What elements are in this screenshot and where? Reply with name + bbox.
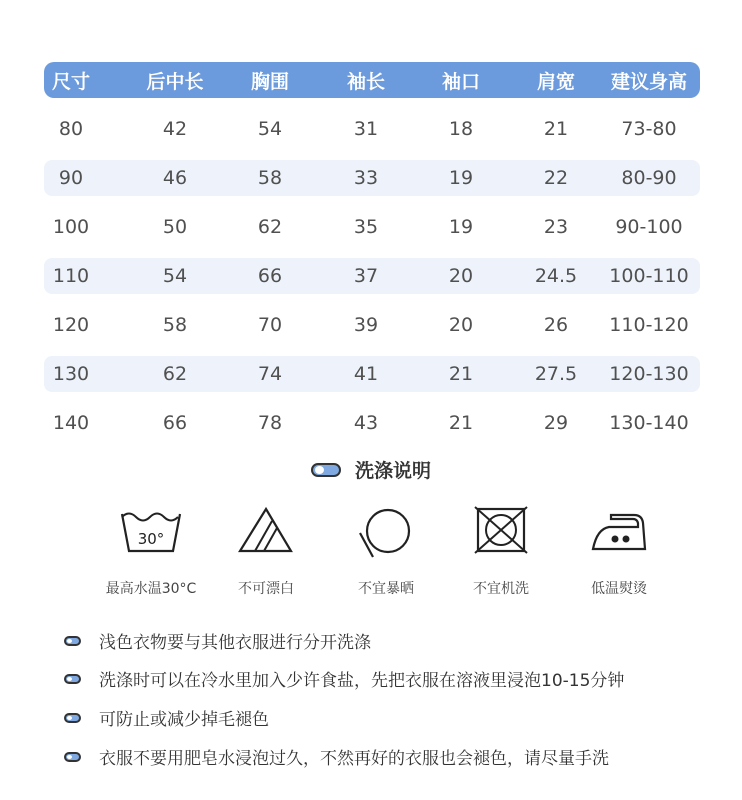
table-row: [44, 258, 700, 294]
pill-bullet-icon: [64, 713, 81, 723]
cell-size: 90: [58, 167, 84, 189]
cell-shoulder: 23: [543, 216, 569, 238]
cell-chest: 66: [257, 265, 283, 287]
header-size: 尺寸: [51, 70, 91, 93]
cell-sleeve-length: 37: [353, 265, 379, 287]
cell-shoulder: 22: [543, 167, 569, 189]
note-text: 可防止或减少掉毛褪色: [99, 710, 269, 730]
cell-cuff: 21: [448, 363, 474, 385]
cell-back-length: 46: [162, 167, 188, 189]
cell-height: 110-120: [609, 314, 689, 336]
pill-bullet-icon: [64, 752, 81, 762]
wash-title: [0, 456, 742, 483]
cell-height: 130-140: [609, 412, 689, 434]
cell-chest: 78: [257, 412, 283, 434]
cell-height: 73-80: [621, 118, 677, 140]
size-table-header: [44, 62, 700, 98]
cell-cuff: 20: [448, 265, 474, 287]
cell-back-length: 58: [162, 314, 188, 336]
cell-sleeve-length: 43: [353, 412, 379, 434]
cell-sleeve-length: 31: [353, 118, 379, 140]
table-row: [44, 307, 700, 343]
cell-cuff: 20: [448, 314, 474, 336]
care-item-wash30: [91, 505, 211, 598]
note-item: [64, 666, 624, 691]
cell-size: 80: [58, 118, 84, 140]
cell-size: 100: [52, 216, 90, 238]
care-label: 不可漂白: [238, 581, 294, 597]
cell-size: 130: [52, 363, 90, 385]
note-text: 洗涤时可以在冷水里加入少许食盐，先把衣服在溶液里浸泡10-15分钟: [99, 671, 625, 691]
cell-sleeve-length: 41: [353, 363, 379, 385]
header-shoulder: 肩宽: [536, 70, 576, 93]
cell-cuff: 21: [448, 412, 474, 434]
cell-size: 120: [52, 314, 90, 336]
note-item: [64, 705, 269, 730]
table-row: [44, 209, 700, 245]
cell-shoulder: 29: [543, 412, 569, 434]
cell-cuff: 19: [448, 216, 474, 238]
cell-cuff: 19: [448, 167, 474, 189]
cell-back-length: 50: [162, 216, 188, 238]
header-back-length: 后中长: [146, 70, 204, 93]
no-sun-dry-icon: [356, 505, 416, 561]
note-item: [64, 628, 371, 653]
cell-size: 140: [52, 412, 90, 434]
cell-chest: 54: [257, 118, 283, 140]
cell-chest: 58: [257, 167, 283, 189]
cell-shoulder: 21: [543, 118, 569, 140]
care-label: 低温熨烫: [591, 581, 647, 597]
care-item-no-bleach: [206, 505, 326, 598]
cell-chest: 62: [257, 216, 283, 238]
cell-shoulder: 27.5: [534, 363, 578, 385]
wash-title-text: 洗涤说明: [354, 460, 431, 482]
wash-30-icon: [119, 505, 183, 555]
cell-sleeve-length: 39: [353, 314, 379, 336]
note-text: 浅色衣物要与其他衣服进行分开洗涤: [99, 633, 371, 653]
cell-height: 90-100: [615, 216, 683, 238]
note-text: 衣服不要用肥皂水浸泡过久，不然再好的衣服也会褪色，请尽量手洗: [99, 749, 609, 769]
bleach-triangle-icon: [237, 505, 295, 555]
cell-chest: 70: [257, 314, 283, 336]
cell-cuff: 18: [448, 118, 474, 140]
table-row: [44, 405, 700, 441]
cell-height: 100-110: [609, 265, 689, 287]
table-row: [44, 160, 700, 196]
cell-height: 120-130: [609, 363, 689, 385]
header-chest: 胸围: [250, 70, 290, 93]
size-table: [44, 62, 700, 441]
care-label: 最高水温30°C: [105, 581, 197, 597]
low-temp-iron-icon: [589, 505, 649, 555]
header-cuff: 袖口: [441, 70, 481, 93]
cell-size: 110: [52, 265, 90, 287]
pill-icon: [311, 463, 341, 477]
care-item-low-iron: [559, 505, 679, 598]
wash-temp-text: 30°: [137, 530, 165, 548]
pill-bullet-icon: [64, 636, 81, 646]
care-item-no-machine-wash: [441, 505, 561, 598]
header-height: 建议身高: [610, 70, 688, 93]
cell-chest: 74: [257, 363, 283, 385]
header-sleeve-length: 袖长: [346, 70, 386, 93]
cell-back-length: 42: [162, 118, 188, 140]
cell-back-length: 62: [162, 363, 188, 385]
no-machine-wash-icon: [472, 505, 530, 555]
care-label: 不宜机洗: [473, 581, 529, 597]
cell-height: 80-90: [621, 167, 677, 189]
table-row: [44, 111, 700, 147]
care-label: 不宜暴晒: [358, 581, 414, 597]
cell-sleeve-length: 35: [353, 216, 379, 238]
cell-back-length: 66: [162, 412, 188, 434]
cell-back-length: 54: [162, 265, 188, 287]
care-icons: [0, 505, 742, 605]
cell-shoulder: 26: [543, 314, 569, 336]
pill-bullet-icon: [64, 674, 81, 684]
note-item: [64, 744, 609, 769]
cell-sleeve-length: 33: [353, 167, 379, 189]
table-row: [44, 356, 700, 392]
cell-shoulder: 24.5: [534, 265, 578, 287]
care-item-no-sun: [326, 505, 446, 598]
